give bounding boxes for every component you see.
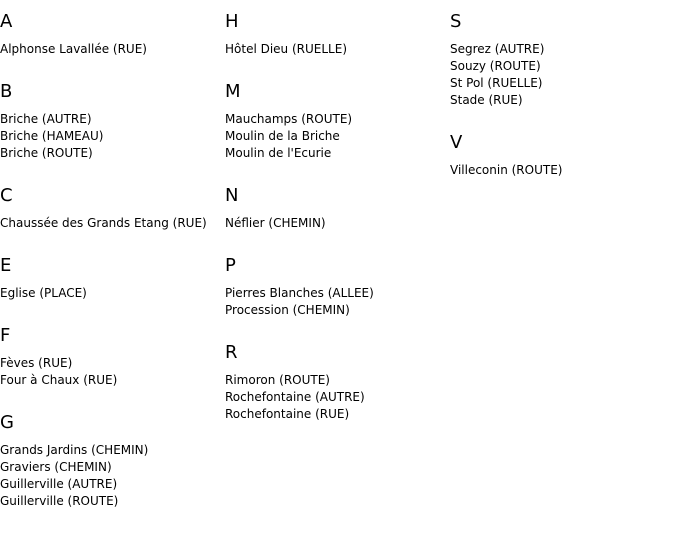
street-list xyxy=(0,111,225,162)
street-link[interactable]: Segrez (AUTRE) xyxy=(450,42,545,56)
section-letter-heading: V xyxy=(450,132,463,153)
street-link[interactable]: Rimoron (ROUTE) xyxy=(225,373,330,387)
section-letter-heading: P xyxy=(225,255,236,276)
section-letter-heading: H xyxy=(225,11,239,32)
street-link[interactable]: Graviers (CHEMIN) xyxy=(0,460,112,474)
street-link[interactable]: Rochefontaine (AUTRE) xyxy=(225,390,365,404)
street-link[interactable]: Chaussée des Grands Etang (RUE) xyxy=(0,216,207,230)
street-link[interactable]: Pierres Blanches (ALLEE) xyxy=(225,286,374,300)
street-list xyxy=(225,215,450,232)
letter-section xyxy=(0,185,225,232)
street-list xyxy=(0,442,225,510)
section-letter-heading: G xyxy=(0,412,14,433)
letter-section xyxy=(225,185,450,232)
street-list xyxy=(225,372,450,423)
street-link[interactable]: Procession (CHEMIN) xyxy=(225,303,350,317)
letter-section xyxy=(225,11,450,58)
letter-section xyxy=(0,325,225,389)
street-link[interactable]: Moulin de la Briche xyxy=(225,129,340,143)
letter-section xyxy=(0,11,225,58)
section-letter-heading: E xyxy=(0,255,12,276)
section-letter-heading: C xyxy=(0,185,13,206)
section-letter-heading: S xyxy=(450,11,462,32)
letter-section xyxy=(0,255,225,302)
street-link[interactable]: Hôtel Dieu (RUELLE) xyxy=(225,42,347,56)
letter-section xyxy=(225,81,450,162)
street-link[interactable]: Alphonse Lavallée (RUE) xyxy=(0,42,147,56)
index-column-3 xyxy=(450,0,675,179)
section-letter-heading: A xyxy=(0,11,13,32)
letter-section xyxy=(450,11,675,109)
section-letter-heading: B xyxy=(0,81,13,102)
street-link[interactable]: St Pol (RUELLE) xyxy=(450,76,543,90)
letter-section xyxy=(225,342,450,423)
street-link[interactable]: Souzy (ROUTE) xyxy=(450,59,541,73)
street-link[interactable]: Mauchamps (ROUTE) xyxy=(225,112,353,126)
street-link[interactable]: Rochefontaine (RUE) xyxy=(225,407,350,421)
street-link[interactable]: Guillerville (ROUTE) xyxy=(0,494,119,508)
street-list xyxy=(450,41,675,109)
street-link[interactable]: Briche (AUTRE) xyxy=(0,112,92,126)
index-column-1 xyxy=(0,0,225,510)
street-link[interactable]: Fèves (RUE) xyxy=(0,356,73,370)
street-list xyxy=(225,41,450,58)
letter-section xyxy=(450,132,675,179)
letter-section xyxy=(0,412,225,510)
street-list xyxy=(450,162,675,179)
street-link[interactable]: Stade (RUE) xyxy=(450,93,523,107)
section-letter-heading: M xyxy=(225,81,241,102)
street-list xyxy=(225,111,450,162)
street-link[interactable]: Grands Jardins (CHEMIN) xyxy=(0,443,149,457)
street-link[interactable]: Moulin de l'Ecurie xyxy=(225,146,332,160)
street-link[interactable]: Briche (HAMEAU) xyxy=(0,129,104,143)
street-list xyxy=(0,355,225,389)
street-link[interactable]: Guillerville (AUTRE) xyxy=(0,477,118,491)
section-letter-heading: R xyxy=(225,342,238,363)
street-list xyxy=(225,285,450,319)
street-list xyxy=(0,285,225,302)
street-link[interactable]: Four à Chaux (RUE) xyxy=(0,373,118,387)
street-link[interactable]: Villeconin (ROUTE) xyxy=(450,163,563,177)
letter-section xyxy=(0,81,225,162)
letter-section xyxy=(225,255,450,319)
index-column-2 xyxy=(225,0,450,423)
section-letter-heading: F xyxy=(0,325,11,346)
street-link[interactable]: Briche (ROUTE) xyxy=(0,146,93,160)
street-link[interactable]: Eglise (PLACE) xyxy=(0,286,87,300)
street-link[interactable]: Néflier (CHEMIN) xyxy=(225,216,326,230)
section-letter-heading: N xyxy=(225,185,239,206)
street-list xyxy=(0,41,225,58)
street-list xyxy=(0,215,225,232)
